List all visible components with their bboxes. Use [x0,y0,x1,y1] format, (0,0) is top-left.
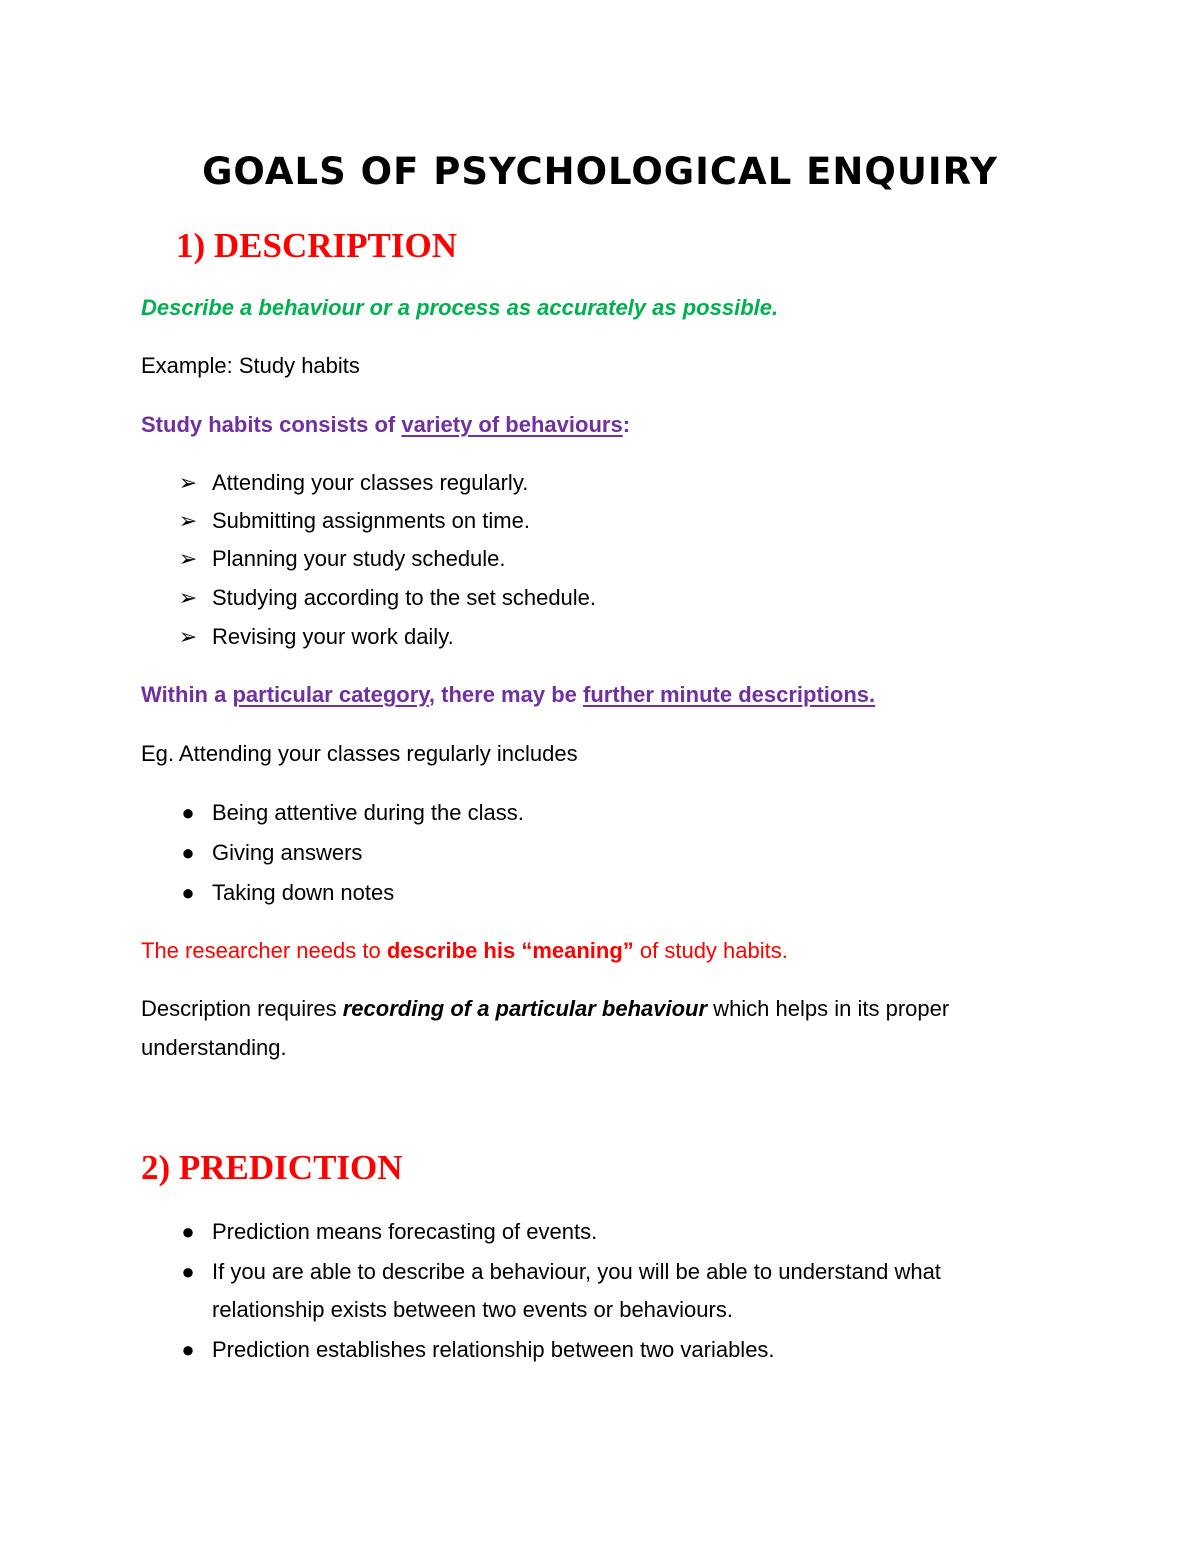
category-underlined: particular category [232,682,429,707]
researcher-line [141,936,788,966]
arrow-bullet-icon: ➢ [178,508,198,533]
consists-line [141,410,630,440]
category-line [141,680,875,710]
list-item-text: Attending your classes regularly. [212,470,529,495]
category-prefix: Within a [141,682,233,707]
dot-bullet-icon: ● [181,840,195,865]
list-item-text: Prediction means forecasting of events. [212,1219,598,1244]
arrow-bullet-icon: ➢ [178,546,198,571]
researcher-prefix: The researcher needs to [141,938,387,963]
consists-suffix: : [622,412,631,437]
researcher-suffix: of study habits. [633,938,788,963]
dot-bullet-icon: ● [181,1259,195,1284]
consists-underlined: variety of behaviours [401,412,623,437]
description-heading: 1) DESCRIPTION [176,226,458,265]
category-mid: , there may be [428,682,583,707]
dot-bullet-icon: ● [181,1337,195,1362]
dot-bullet-icon: ● [181,880,195,905]
list-item-text: Taking down notes [212,880,395,905]
eg-line: Eg. Attending your classes regularly includes [141,741,578,766]
example-line: Example: Study habits [141,353,360,378]
document-title: GOALS OF PSYCHOLOGICAL ENQUIRY [202,150,998,193]
list-item-text: Revising your work daily. [212,624,454,649]
arrow-bullet-icon: ➢ [178,470,198,495]
list-item-text: Studying according to the set schedule. [212,585,597,610]
description-definition: Describe a behaviour or a process as accurately as possible. [141,295,779,320]
category-underlined-2: further minute descriptions. [583,682,876,707]
requires-line [141,994,949,1024]
dot-bullet-icon: ● [181,800,195,825]
consists-prefix: Study habits consists of [141,412,402,437]
arrow-bullet-icon: ➢ [178,585,198,610]
dot-bullet-icon: ● [181,1219,195,1244]
list-item-text: Being attentive during the class. [212,800,524,825]
list-item-text: If you are able to describe a behaviour, you will be able to understand what [212,1259,941,1284]
prediction-heading: 2) PREDICTION [141,1148,403,1187]
list-item-text: Submitting assignments on time. [212,508,530,533]
requires-bold: recording of a particular behaviour [342,996,708,1021]
list-item-text: Prediction establishes relationship between two variables. [212,1337,775,1362]
list-item-text: Planning your study schedule. [212,546,506,571]
arrow-bullet-icon: ➢ [178,624,198,649]
list-item-text: Giving answers [212,840,363,865]
requires-line-2: understanding. [141,1035,287,1060]
requires-prefix: Description requires [141,996,343,1021]
list-item-text: relationship exists between two events or behaviours. [212,1297,733,1322]
requires-suffix: which helps in its proper [707,996,950,1021]
researcher-bold: describe his “meaning” [386,938,634,963]
